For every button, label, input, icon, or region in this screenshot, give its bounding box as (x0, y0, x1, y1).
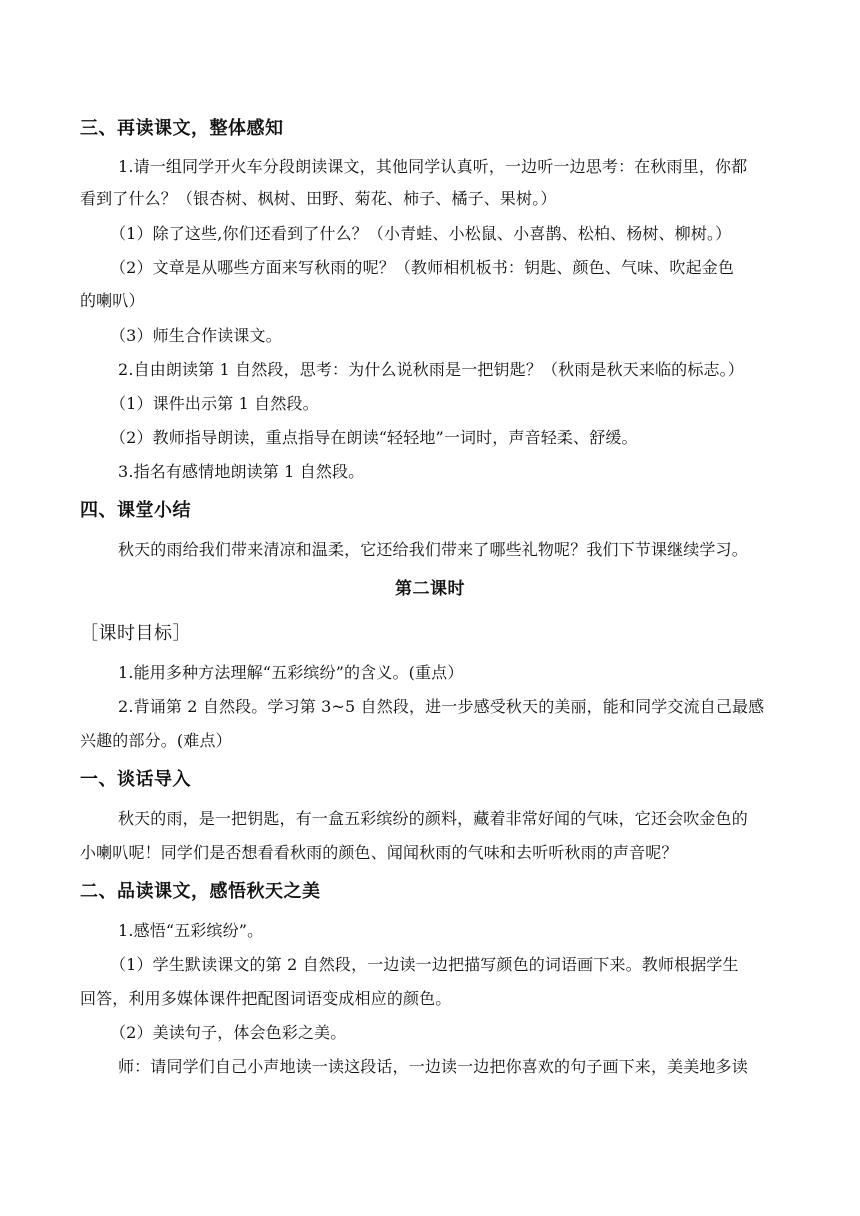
paragraph-line: （1）学生默读课文的第 2 自然段，一边读一边把描写颜色的词语画下来。教师根据学生 (110, 955, 739, 974)
paragraph-line: 秋天的雨，是一把钥匙，有一盒五彩缤纷的颜料，藏着非常好闻的气味，它还会吹金色的 (118, 809, 748, 828)
paragraph-line: （1）除了这些,你们还看到了什么？（小青蛙、小松鼠、小喜鹊、松柏、杨树、柳树。） (110, 224, 732, 243)
section-heading-appreciate: 二、品读课文，感悟秋天之美 (80, 881, 321, 902)
paragraph-line: 回答，利用多媒体课件把配图词语变成相应的颜色。 (80, 989, 452, 1008)
paragraph-line: 秋天的雨给我们带来清凉和温柔，它还给我们带来了哪些礼物呢？我们下节课继续学习。 (118, 540, 748, 559)
paragraph-line: （2）文章是从哪些方面来写秋雨的呢？（教师相机板书：钥匙、颜色、气味、吹起金色 (110, 258, 735, 277)
paragraph-line: （3）师生合作读课文。 (110, 326, 282, 345)
paragraph-line: （2）美读句子，体会色彩之美。 (110, 1023, 347, 1042)
paragraph-line: 师：请同学们自己小声地读一读这段话，一边读一边把你喜欢的句子画下来，美美地多读 (118, 1057, 748, 1076)
paragraph-line: （2）教师指导朗读，重点指导在朗读“轻轻地”一词时，声音轻柔、舒缓。 (110, 428, 638, 447)
lesson-goals-heading: ［课时目标］ (80, 623, 191, 644)
paragraph-line: 2.背诵第 2 自然段。学习第 3~5 自然段，进一步感受秋天的美丽，能和同学交流自己最感 (118, 697, 765, 716)
paragraph-line: 1.能用多种方法理解“五彩缤纷”的含义。(重点） (118, 663, 464, 682)
lesson-title: 第二课时 (395, 579, 465, 599)
paragraph-line: 3.指名有感情地朗读第 1 自然段。 (118, 462, 365, 481)
paragraph-line: 2.自由朗读第 1 自然段，思考：为什么说秋雨是一把钥匙？（秋雨是秋天来临的标志。） (118, 360, 744, 379)
paragraph-line: 兴趣的部分。(难点） (80, 731, 232, 750)
paragraph-line: （1）课件出示第 1 自然段。 (110, 394, 319, 413)
section-heading-summary: 四、课堂小结 (80, 500, 191, 521)
section-heading-intro: 一、谈话导入 (80, 769, 191, 790)
paragraph-line: 的喇叭） (80, 291, 145, 310)
paragraph-line: 1.感悟“五彩缤纷”。 (118, 921, 264, 940)
section-heading-reread: 三、再读课文，整体感知 (80, 118, 284, 139)
paragraph-line: 看到了什么？（银杏树、枫树、田野、菊花、柿子、橘子、果树。） (80, 189, 557, 208)
paragraph-line: 1.请一组同学开火车分段朗读课文，其他同学认真听，一边听一边思考：在秋雨里，你都 (118, 157, 748, 176)
paragraph-line: 小喇叭呢！同学们是否想看看秋雨的颜色、闻闻秋雨的气味和去听听秋雨的声音呢？ (80, 843, 678, 862)
